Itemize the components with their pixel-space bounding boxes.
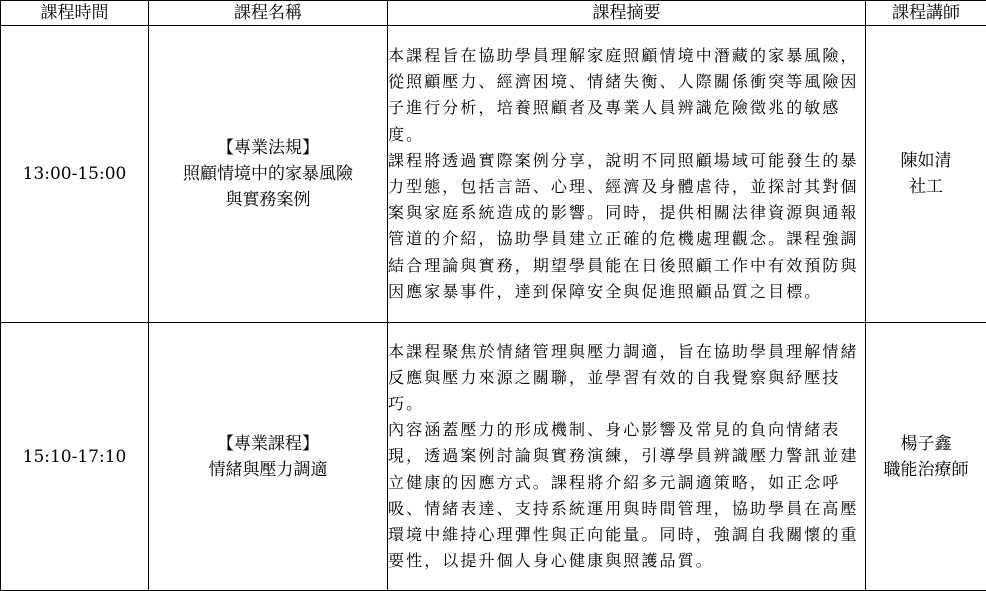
lecturer-name: 陳如清 [866,148,986,174]
summary-paragraph: 內容涵蓋壓力的形成機制、身心影響及常見的負向情緒表現，透過案例討論與實務演練，引導學員辨識壓力警訊並建立健康的因應方式。課程將介紹多元調適策略，如正念呼吸、情緒表達、支持系統運用與時間管理，協助學員在高壓環境中維持心理彈性與正向能量。同時，強調自我關懷的重要性，以提升個人身心健康與照護品質。 [388,417,865,574]
course-time: 15:10-17:10 [1,323,149,591]
header-row [1,1,986,26]
header-time: 課程時間 [1,1,149,26]
course-category: 【專業課程】 [149,431,387,457]
course-time: 13:00-15:00 [1,26,149,323]
course-title-line: 照顧情境中的家暴風險 [149,161,387,187]
course-summary [388,26,866,323]
lecturer-title: 社工 [866,174,986,200]
summary-paragraph: 本課程旨在協助學員理解家庭照顧情境中潛藏的家暴風險，從照顧壓力、經濟困境、情緒失衡、人際關係衝突等風險因子進行分析，培養照顧者及專業人員辨識危險徵兆的敏感度。 [388,43,865,148]
header-summary: 課程摘要 [388,1,866,26]
course-title-line: 情緒與壓力調適 [149,457,387,483]
course-name-cell [149,26,388,323]
course-category: 【專業法規】 [149,135,387,161]
course-name-cell [149,323,388,591]
table-row [1,26,986,323]
lecturer-cell [866,323,986,591]
lecturer-title: 職能治療師 [866,457,986,483]
lecturer-cell [866,26,986,323]
header-course-name: 課程名稱 [149,1,388,26]
summary-paragraph: 課程將透過實際案例分享，說明不同照顧場域可能發生的暴力型態，包括言語、心理、經濟及身體虐待，並探討其對個案與家庭系統造成的影響。同時，提供相關法律資源與通報管道的介紹，協助學員建立正確的危機處理觀念。課程強調結合理論與實務，期望學員能在日後照顧工作中有效預防與因應家暴事件，達到保障安全與促進照顧品質之目標。 [388,148,865,305]
table-row [1,323,986,591]
lecturer-name: 楊子鑫 [866,431,986,457]
header-lecturer: 課程講師 [866,1,986,26]
course-summary [388,323,866,591]
course-title-line: 與實務案例 [149,187,387,213]
summary-paragraph: 本課程聚焦於情緒管理與壓力調適，旨在協助學員理解情緒反應與壓力來源之關聯，並學習有效的自我覺察與紓壓技巧。 [388,339,865,418]
